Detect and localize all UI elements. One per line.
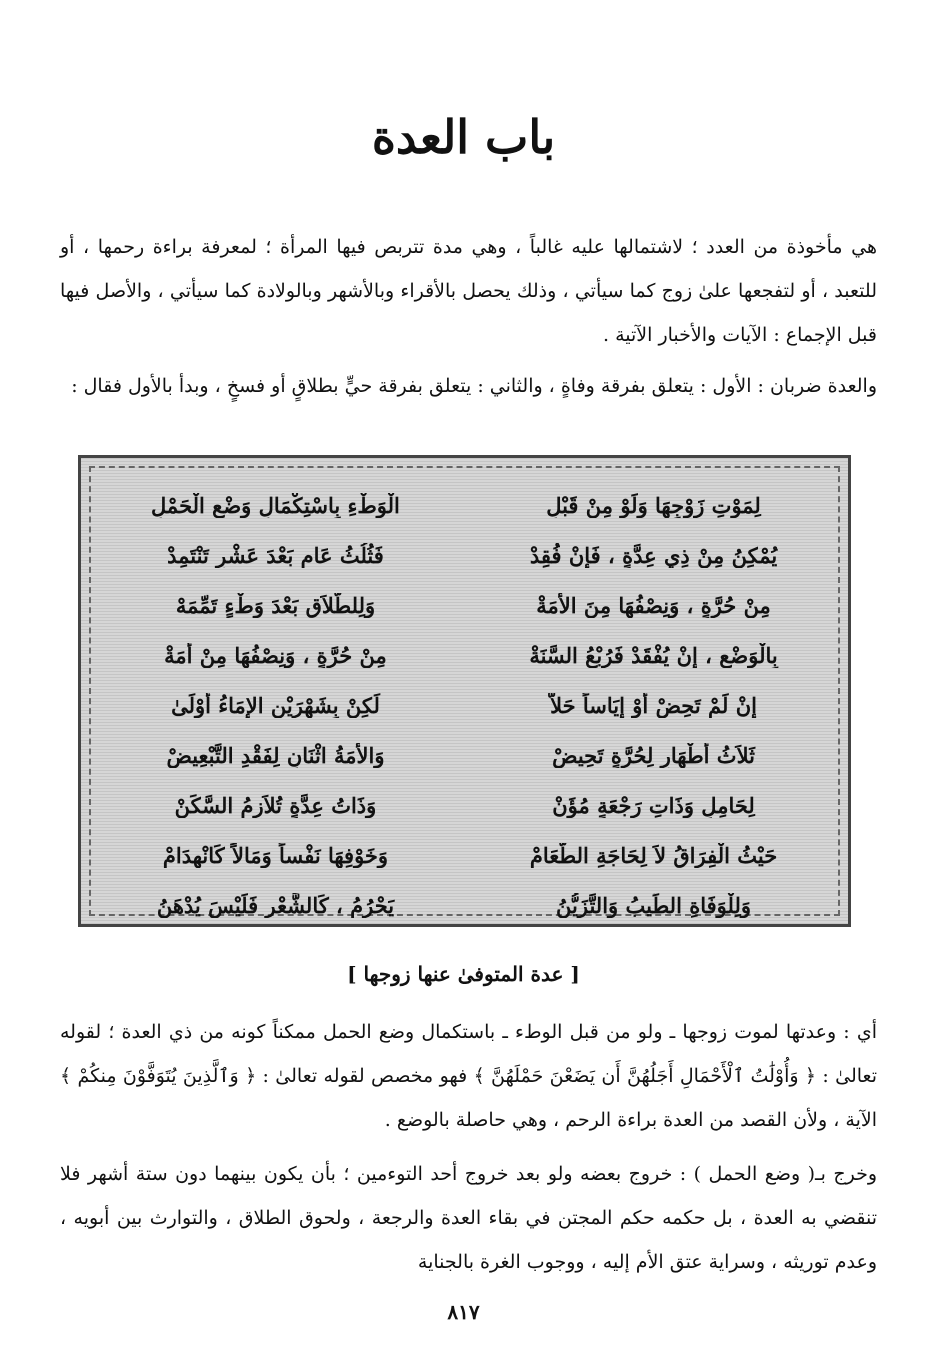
verse-second-half: وَخَوْفِهَا نَفْساً وَمَالاً كَانْهِدَامْ (162, 842, 389, 868)
poem-verse (101, 680, 828, 730)
verse-second-half: فَثُلُثُ عَامٍ بَعْدَ عَشْرٍ تَنْتَمِدْ (167, 542, 384, 568)
verse-second-half: الْوَطْءِ بِاسْتِكْمَالِ وَضْعِ الْحَمْلِ (151, 492, 400, 518)
verse-second-half: لَكِنْ بِشَهْرَيْنِ الإِمَاءُ أَوْلَىٰ (171, 692, 380, 718)
poem-verses (101, 480, 828, 930)
section-heading: [ عدة المتوفىٰ عنها زوجها ] (347, 962, 580, 986)
body-paragraph-2: وخرج بـ( وضع الحمل ) : خروج بعضه ولو بعد خروج أحد التوءمين ؛ بأن يكون بينهما دون ستة أشهر فلا تنقضي به العدة ، بل حكمه حكم المجتن في بقاء العدة والرجعة ، ولحوق الطلاق ، والتوارث بين أبويه ، وعدم توريثه ، وسراية عتق الأم إليه ، ووجوب الغرة بالجناية (60, 1163, 877, 1273)
verse-first-half: ثَلاَثُ أَطْهَارٍ لِحُرَّةٍ تَحِيضْ (552, 742, 755, 768)
verse-first-half: يُمْكِنُ مِنْ ذِي عِدَّةٍ ، فَإِنْ فُقِدْ (529, 542, 778, 568)
poem-verse (101, 780, 828, 830)
intro-paragraph-2: والعدة ضربان : الأول : يتعلق بفرقة وفاةٍ ، والثاني : يتعلق بفرقة حيٍّ بطلاقٍ أو فسخٍ ، وبدأ بالأول فقال : (71, 375, 877, 397)
verse-first-half: بِالْوَضْعِ ، إِنْ يُفْقَدْ فَرُبْعُ السَّنَةْ (529, 642, 778, 668)
verse-first-half: حَيْثُ الْفِرَاقُ لاَ لِحَاجَةِ الطَّعَامْ (529, 842, 778, 868)
poem-verse (101, 830, 828, 880)
poem-verse (101, 480, 828, 530)
intro-paragraph-1: هي مأخوذة من العدد ؛ لاشتمالها عليه غالباً ، وهي مدة تتربص فيها المرأة ؛ لمعرفة براءة رحمها ، أو للتعبد ، أو لتفجعها علىٰ زوج كما سيأتي ، وذلك يحصل بالأقراء وبالأشهر وبالولادة كما سيأتي ، والأصل فيها قبل الإجماع : الآيات والأخبار الآتية . (60, 236, 877, 346)
verse-second-half: مِنْ حُرَّةٍ ، وَنِصْفُهَا مِنْ أَمَةْ (164, 642, 387, 668)
verse-first-half: إِنْ لَمْ تَحِضْ أَوْ إِيَاساً حَلاَّ (550, 692, 757, 718)
body-paragraph-1: أي : وعدتها لموت زوجها ـ ولو من قبل الوطء ـ باستكمال وضع الحمل ممكناً كونه من ذي العدة ؛ لقوله تعالىٰ : ﴿ وَأُوْلَٰتُ ٱلْأَحْمَالِ أَجَلُهُنَّ أَن يَضَعْنَ حَمْلَهُنَّ ﴾ فهو مخصص لقوله تعالىٰ : ﴿ وَٱلَّذِينَ يُتَوَفَّوْنَ مِنكُمْ ﴾ الآية ، ولأن القصد من العدة براءة الرحم ، وهي حاصلة بالوضع . (60, 1021, 877, 1131)
verse-first-half: لِحَامِلٍ وَذَاتِ رَجْعَةٍ مُؤَنْ (552, 792, 755, 818)
chapter-title: باب العدة (371, 110, 556, 164)
poem-verse (101, 880, 828, 930)
page-number: ٨١٧ (447, 1300, 480, 1324)
verse-second-half: وَالأَمَةُ اثْنَانِ لِفَقْدِ التَّبْعِيضْ (166, 742, 385, 768)
verse-first-half: مِنْ حُرَّةٍ ، وَنِصْفُهَا مِنَ الأَمَةْ (536, 592, 771, 618)
verse-first-half: لِمَوْتِ زَوْجِهَا وَلَوْ مِنْ قَبْلِ (546, 492, 761, 518)
verse-second-half: يَحْرُمُ ، كَالشَّعْرِ فَلَيْسَ يُدْهَنُ (156, 892, 395, 918)
poem-box (78, 455, 851, 927)
verse-second-half: وَذَاتُ عِدَّةٍ تُلاَزِمُ السَّكَنْ (174, 792, 377, 818)
poem-verse (101, 630, 828, 680)
poem-verse (101, 530, 828, 580)
verse-second-half: وَلِلطَّلاَقِ بَعْدَ وَطْءٍ تَمِّمَهْ (175, 592, 376, 618)
poem-verse (101, 580, 828, 630)
poem-verse (101, 730, 828, 780)
verse-first-half: وَلِلْوَفَاةِ الطِّيبُ وَالتَّزَيُّنُ (556, 892, 751, 918)
